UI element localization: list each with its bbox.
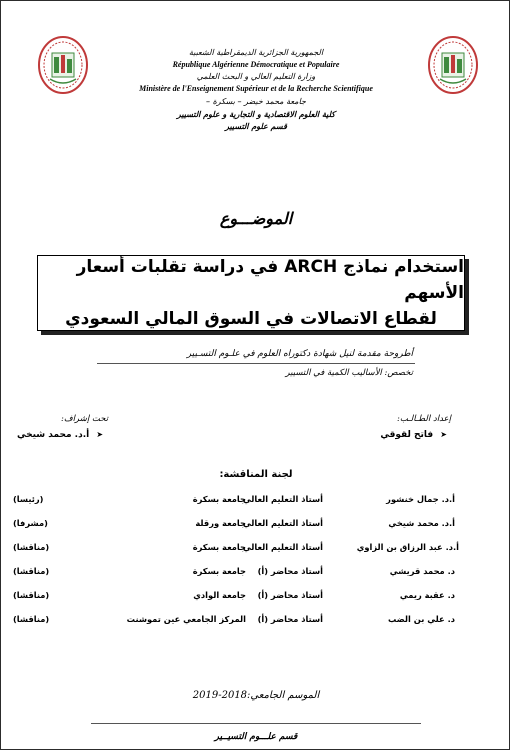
jury-row <box>1 566 510 580</box>
jury-member-institution: المركز الجامعي عين تموشنت <box>126 614 246 624</box>
header-department-ar: قسم علوم التسيير <box>225 121 287 131</box>
jury-member-rank: أستاذ التعليم العالي <box>242 494 323 504</box>
thesis-title-frame <box>37 255 465 331</box>
jury-member-name: د. عقبة ريمي <box>399 590 455 600</box>
university-emblem-icon <box>427 35 479 95</box>
academic-season: الموسم الجامعي:2018-2019 <box>192 690 320 701</box>
jury-member-institution: جامعة بسكرة <box>192 494 246 504</box>
jury-member-role: (مناقشا) <box>13 566 50 576</box>
jury-member-rank: أستاذ التعليم العالي <box>242 518 323 528</box>
supervisor-label: تحت إشراف: <box>61 414 109 424</box>
jury-member-name: أ.د. جمال خنشور <box>386 494 455 504</box>
jury-member-name: د. محمد قريشي <box>389 566 455 576</box>
jury-member-institution: جامعة ورقلة <box>195 518 246 528</box>
jury-row <box>1 518 510 532</box>
jury-row <box>1 590 510 604</box>
jury-member-role: (رئيسا) <box>13 494 44 504</box>
jury-member-institution: جامعة بسكرة <box>192 542 246 552</box>
university-emblem-icon <box>37 35 89 95</box>
thesis-title-line-1: استخدام نماذج ARCH في دراسة تقلبات أسعار الأسهم <box>76 257 464 303</box>
jury-title: لجنة المناقشة: <box>219 469 293 480</box>
supervisor-name-row <box>17 430 103 440</box>
university-logo-right <box>427 35 479 95</box>
student-name: فاتح لقوقي <box>380 430 434 440</box>
jury-member-rank: أستاذ محاضر (أ) <box>257 590 323 600</box>
jury-member-name: د. علي بن الضب <box>387 614 455 624</box>
jury-member-name: أ.د. محمد شيخي <box>388 518 455 528</box>
jury-member-rank: أستاذ محاضر (أ) <box>257 566 323 576</box>
university-logo-left <box>37 35 89 95</box>
thesis-title-line-2: لقطاع الاتصالات في السوق المالي السعودي <box>65 309 437 329</box>
arrow-bullet-icon: ➤ <box>440 430 447 439</box>
jury-row <box>1 494 510 508</box>
jury-member-role: (مشرفا) <box>13 518 48 528</box>
thesis-title-box <box>37 255 465 331</box>
footer-department: قسم علـــوم التسيــير <box>214 732 298 742</box>
jury-member-rank: أستاذ محاضر (أ) <box>257 614 323 624</box>
header-republic-fr: République Algérienne Démocratique et Populaire <box>172 60 340 69</box>
jury-member-role: (مناقشا) <box>13 542 50 552</box>
header-ministry-fr: Ministère de l'Enseignement Supérieur et de la Recherche Scientifique <box>139 84 373 93</box>
arrow-bullet-icon: ➤ <box>96 430 104 439</box>
header-faculty-ar: كلية العلوم الاقتصادية و التجارية و علوم التسيير <box>176 109 336 119</box>
header-republic-ar: الجمهورية الجزائرية الديمقراطية الشعبية <box>188 48 324 57</box>
jury-member-institution: جامعة بسكرة <box>192 566 246 576</box>
topic-label: الموضـــوع <box>219 209 293 228</box>
jury-member-rank: أستاذ التعليم العالي <box>242 542 323 552</box>
footer-divider <box>91 723 421 724</box>
jury-member-name: أ.د. عبد الرزاق بن الزاوي <box>356 542 459 552</box>
header-ministry-ar: وزارة التعليم العالي و البحث العلمي <box>196 72 316 81</box>
thesis-purpose: أطروحة مقدمة لنيل شهادة دكتوراه العلوم في علـوم التسـيير <box>186 349 413 359</box>
supervisor-name: أ.د. محمد شيخي <box>17 430 90 440</box>
jury-member-role: (مناقشا) <box>13 590 50 600</box>
jury-member-institution: جامعة الوادي <box>193 590 246 600</box>
purpose-underline <box>97 363 415 364</box>
jury-row <box>1 614 510 628</box>
student-label: إعداد الطـالـب: <box>396 414 451 424</box>
header-university-ar: جامعة محمد خيضر – بسكرة – <box>206 97 306 106</box>
jury-row <box>1 542 510 556</box>
student-name-row <box>380 430 447 440</box>
jury-member-role: (مناقشا) <box>13 614 50 624</box>
thesis-specialty: تخصص: الأساليب الكمية في التسيير <box>285 368 413 378</box>
